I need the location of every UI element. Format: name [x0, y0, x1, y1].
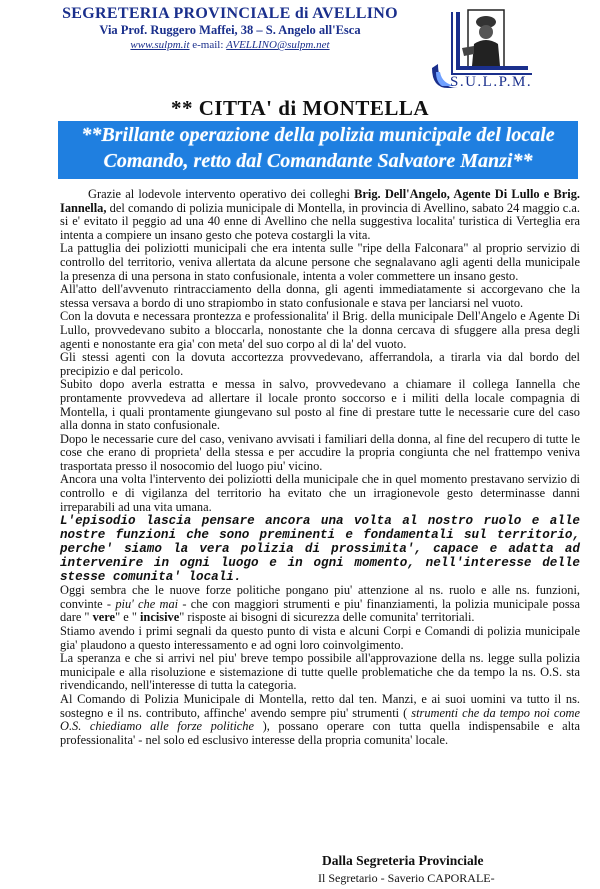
- article-paragraph: [60, 652, 580, 693]
- email-link[interactable]: AVELLINO@sulpm.net: [226, 39, 330, 51]
- article-paragraph: [60, 310, 580, 351]
- article-paragraph: [60, 693, 580, 747]
- article-paragraph: [60, 188, 580, 242]
- signature-secretary: Il Segretario - Saverio CAPORALE-: [318, 871, 495, 885]
- city-title: ** CITTA' di MONTELLA: [170, 96, 430, 120]
- paragraph-text: " e ": [115, 610, 140, 625]
- article-paragraph: [60, 283, 580, 310]
- article-body: [60, 188, 580, 747]
- paragraph-text: Dopo le necessarie cure del caso, venivano avvisati i familiari della donna, al fine del recupero di tutte le cose che erano di proprieta' della stessa e per accudire la propria congiunta che nel frattempo veniva trasportata presso il nosocomio del luogo piu' vicino.: [60, 431, 580, 473]
- headline-line-1: **Brillante operazione della polizia municipale del locale: [81, 124, 555, 146]
- letterhead: [0, 0, 600, 100]
- email-label: e-mail:: [189, 39, 227, 51]
- paragraph-text: Ancora una volta l'intervento dei poliziotti della municipale che in quel momento prestavano servizio di controllo e di vigilanza del territorio ha evitato che un irragionevole gesto determinasse danni irreparabili ad una vita umana.: [60, 472, 580, 514]
- website-link[interactable]: www.sulpm.it: [130, 39, 190, 51]
- paragraph-text: Gli stessi agenti con la dovuta accortezza provvedevano, afferrandola, a tirarla via dal bordo del precipizio e dal pericolo.: [60, 350, 580, 378]
- paragraph-text: " risposte ai bisogni di sicurezza delle comunita' territoriali.: [179, 610, 475, 625]
- paragraph-text: - che con maggiori strumenti e piu' finanziamenti, la polizia municipale possa dare ": [60, 596, 580, 625]
- org-name: SEGRETERIA PROVINCIALE di AVELLINO: [62, 5, 398, 22]
- paragraph-text: Grazie al lodevole intervento operativo dei colleghi: [88, 187, 355, 201]
- article-paragraph: [60, 625, 580, 652]
- paragraph-text: Subito dopo averla estratta e messa in salvo, provvedevano a chiamare il collega Iannella che prontamente provvedeva ad allertare il locale pronto soccorso e i militi della locale compagnia di Montella, i quali prontamente giungevano sul posto al fine di prestare tutte le necessarie cure del caso alla donna in stato confusionale.: [60, 377, 580, 433]
- paragraph-text: Oggi sembra che le nuove forze politiche pongano piu' attenzione al ns. ruolo e alle ns. funzioni, convinte -: [60, 583, 580, 611]
- paragraph-text: All'atto dell'avvenuto rintracciamento della donna, gli agenti immediatamente si accorgevano che la stessa versava a bordo di uno strapiombo in stato confusionale e stava per lanciarsi nel vuoto.: [60, 282, 580, 310]
- paragraph-text: del comando di polizia municipale di Montella, in provincia di Avellino, sabato 24 maggio c.a. si e' evitato il peggio ad una 40 enne di Avellino che nella suggestiva localita' turistica di Verteglia era intenta a compiere un insano gesto che poteva costargli la vita.: [60, 200, 580, 242]
- paragraph-text: ), possano operare con tutta quella indispensabile e alta professionalita' - nel solo ed esclusivo interesse della propria comunita' locale.: [60, 719, 580, 747]
- article-paragraph: [60, 378, 580, 432]
- paragraph-text: La pattuglia dei poliziotti municipali che era intenta sulle "ripe della Falconara" al proprio servizio di controllo del territorio, veniva allertata da alcune persone che segnalavano agli agenti della municipale la presenza di una persona in stato confusionale, intenta a voler commettere un insano gesto.: [60, 241, 580, 283]
- signature-office: Dalla Segreteria Provinciale: [322, 853, 484, 868]
- article-paragraph: [60, 473, 580, 514]
- letterhead-text: [40, 4, 420, 52]
- paragraph-text: incisive: [139, 610, 180, 625]
- article-paragraph: [60, 242, 580, 283]
- paragraph-text: Stiamo avendo i primi segnali da questo punto di vista e alcuni Corpi e Comandi di polizia municipale gia' plaudono a questo interessamento e ad ogni loro coinvolgimento.: [60, 624, 580, 652]
- article-paragraph: [60, 584, 580, 625]
- paragraph-text: Al Comando di Polizia Municipale di Montella, retto dal ten. Manzi, e ai suoi uomini va tutto il ns. sostegno e il ns. contributo, affinche' avendo sempre piu' strumenti (: [60, 692, 580, 720]
- article-paragraph: [60, 433, 580, 474]
- paragraph-text: Con la dovuta e necessara prontezza e professionalita' il Brig. della municipale Dell'Angelo e Agente Di Lullo, provvedevano subito a bloccarla, nonostante che la donna cercava di sfuggere alla presa degli agenti e nonostante era gia' con meta' del suo corpo al di la' del vuoto.: [60, 309, 580, 351]
- paragraph-text: piu' che mai: [115, 596, 179, 611]
- headline-line-2: Comando, retto dal Comandante Salvatore Manzi**: [103, 150, 533, 172]
- paragraph-text: L'episodio lascia pensare ancora una volta al nostro ruolo e alle nostre funzioni che sono preminenti e fondamentali sul territorio, perche' siamo la vera polizia di prossimita', capace e adatta ad intervenire in ogni luogo e in ogni momento, nell'interesse delle stesse comunita' locali.: [60, 514, 580, 585]
- paragraph-text: vere: [92, 610, 116, 625]
- org-contacts: [40, 38, 420, 52]
- paragraph-text: Brig. Dell'Angelo, Agente Di Lullo e Brig. Iannella,: [60, 187, 580, 215]
- article-paragraph: [60, 514, 580, 584]
- org-address: Via Prof. Ruggero Maffei, 38 – S. Angelo all'Esca: [99, 23, 361, 37]
- logo-text: S.U.L.P.M.: [450, 74, 533, 90]
- article-paragraph: [60, 351, 580, 378]
- paragraph-text: La speranza e che si arrivi nel piu' breve tempo possibile all'approvazione della ns. legge sulla polizia municipale e alla risoluzione e sistemazione di tutte quelle problematiche che da tempo la ns. O.S. sta rivendicando, nell'interesse di tutta la categoria.: [60, 651, 580, 693]
- paragraph-text: strumenti che da tempo noi come O.S. chiediamo alle forze politiche: [60, 705, 580, 734]
